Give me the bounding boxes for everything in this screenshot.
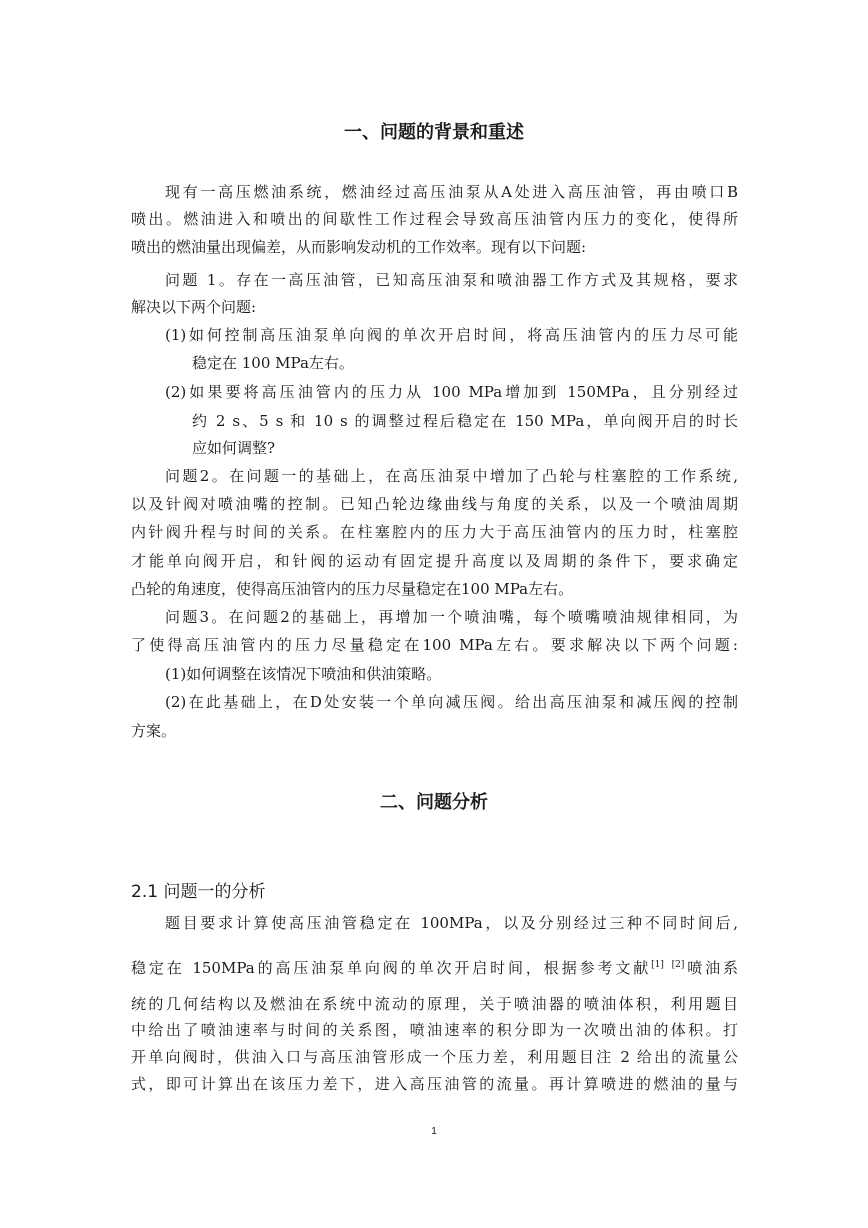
analysis-text: 喷油系 — [684, 959, 738, 977]
page-number: 1 — [431, 1126, 437, 1137]
citation-1: [1] — [651, 960, 664, 970]
analysis-line: 中给出了喷油速率与时间的关系图，喷油速率的积分即为一次喷出油的体积。打 — [131, 1021, 738, 1039]
text-line: 现有一高压燃油系统，燃油经过高压油泵从A处进入高压油管，再由喷口B — [165, 183, 738, 201]
problem-3-item-line: (2)在此基础上，在D处安装一个单向减压阀。给出高压油泵和减压阀的控制 — [165, 693, 738, 711]
analysis-line: 统的几何结构以及燃油在系统中流动的原理，关于喷油器的喷油体积，利用题目 — [131, 995, 738, 1013]
text-line: 喷出的燃油量出现偏差，从而影响发动机的工作效率。现有以下问题: — [131, 238, 587, 256]
problem-1-item-line: 约 2 s、5 s 和 10 s 的调整过程后稳定在 150 MPa，单向阀开启的时长 — [192, 412, 738, 430]
problem-2-line: 问题2。在问题一的基础上，在高压油泵中增加了凸轮与柱塞腔的工作系统, — [165, 467, 738, 485]
citation-2: [2] — [671, 960, 685, 970]
problem-2-line: 内针阀升程与时间的关系。在柱塞腔内的压力大于高压油管内的压力时，柱塞腔 — [131, 523, 738, 541]
problem-2-line: 以及针阀对喷油嘴的控制。已知凸轮边缘曲线与角度的关系，以及一个喷油周期 — [131, 495, 738, 513]
text-line: 喷出。燃油进入和喷出的间歇性工作过程会导致高压油管内压力的变化，使得所 — [131, 210, 738, 228]
problem-1-item-line: (2)如果要将高压油管内的压力从 100 MPa增加到 150MPa，且分别经过 — [165, 383, 738, 401]
subsection-2-1-heading: 2.1 问题一的分析 — [131, 882, 266, 902]
problem-1-item-line: 应如何调整? — [192, 439, 276, 457]
section-2-heading: 二、问题分析 — [380, 792, 488, 813]
analysis-line: 题目要求计算使高压油管稳定在 100MPa，以及分别经过三种不同时间后, — [165, 914, 738, 932]
problem-3-line: 问题3。在问题2的基础上，再增加一个喷油嘴，每个喷嘴喷油规律相同，为 — [165, 608, 738, 626]
problem-3-item-line: 方案。 — [131, 722, 177, 740]
problem-1-item-line: (1)如何控制高压油泵单向阀的单次开启时间，将高压油管内的压力尽可能 — [165, 326, 738, 344]
problem-1-line: 问题 1。存在一高压油管，已知高压油泵和喷油器工作方式及其规格，要求 — [165, 271, 738, 289]
section-1-heading: 一、问题的背景和重述 — [344, 122, 524, 143]
analysis-text: 稳定在 150MPa的高压油泵单向阀的单次开启时间，根据参考文献 — [131, 959, 652, 977]
problem-2-line: 才能单向阀开启，和针阀的运动有固定提升高度以及周期的条件下，要求确定 — [131, 552, 738, 570]
problem-1-item-line: 稳定在 100 MPa左右。 — [192, 354, 354, 372]
analysis-line-with-citations — [131, 955, 738, 977]
problem-1-line: 解决以下两个问题: — [131, 298, 257, 316]
problem-2-line: 凸轮的角速度，使得高压油管内的压力尽量稳定在100 MPa左右。 — [131, 580, 574, 598]
analysis-line: 开单向阀时，供油入口与高压油管形成一个压力差，利用题目注 2 给出的流量公 — [131, 1048, 738, 1066]
problem-3-item-line: (1)如何调整在该情况下喷油和供油策略。 — [165, 665, 442, 683]
problem-3-line: 了使得高压油管内的压力尽量稳定在100 MPa左右。要求解决以下两个问题: — [131, 636, 738, 654]
analysis-line: 式，即可计算出在该压力差下，进入高压油管的流量。再计算喷进的燃油的量与 — [131, 1075, 738, 1093]
